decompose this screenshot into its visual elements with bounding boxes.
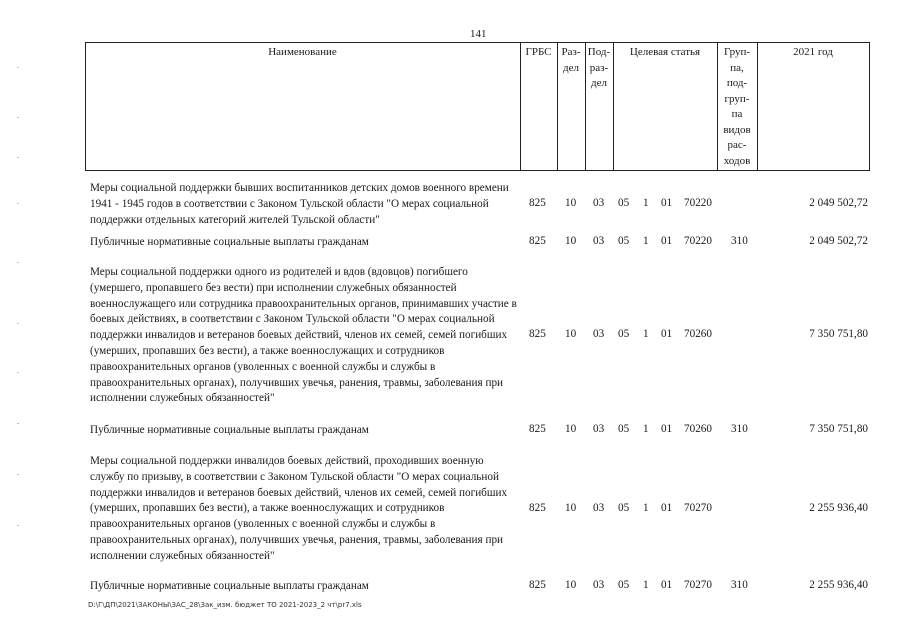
row-podrazdel: 03 — [593, 197, 605, 209]
row-razdel: 10 — [565, 328, 577, 340]
row-grbs: 825 — [529, 579, 546, 591]
row-podrazdel: 03 — [593, 235, 605, 247]
row-target-direction: 70220 — [684, 235, 712, 247]
scan-mark — [17, 117, 19, 118]
row-expense-type: 310 — [731, 235, 748, 247]
scan-mark — [17, 372, 19, 373]
row-target-event: 01 — [661, 502, 673, 514]
row-name: Публичные нормативные социальные выплаты гражданам — [90, 580, 369, 592]
row-target-program: 05 — [618, 579, 630, 591]
row-grbs: 825 — [529, 502, 546, 514]
row-name: Публичные нормативные социальные выплаты гражданам — [90, 236, 369, 248]
row-razdel: 10 — [565, 235, 577, 247]
scan-mark — [17, 323, 19, 324]
row-target-event: 01 — [661, 423, 673, 435]
header-divider — [757, 42, 758, 170]
file-path-footer: D:\Г\ДП\2021\ЗАКОНЫ\ЗАС_28\Зак_изм. бюджет ТО 2021-2023_2 чт\pr7.xls — [88, 601, 362, 609]
row-expense-type: 310 — [731, 423, 748, 435]
row-amount: 2 255 936,40 — [809, 502, 868, 514]
row-podrazdel: 03 — [593, 423, 605, 435]
row-target-direction: 70260 — [684, 328, 712, 340]
row-target-program: 05 — [618, 235, 630, 247]
row-podrazdel: 03 — [593, 502, 605, 514]
row-grbs: 825 — [529, 423, 546, 435]
row-razdel: 10 — [565, 197, 577, 209]
row-target-direction: 70220 — [684, 197, 712, 209]
row-amount: 2 049 502,72 — [809, 235, 868, 247]
header-divider — [869, 42, 870, 170]
row-amount: 7 350 751,80 — [809, 423, 868, 435]
row-target-subprogram: 1 — [643, 328, 649, 340]
row-target-subprogram: 1 — [643, 423, 649, 435]
scan-mark — [17, 203, 19, 204]
scan-mark — [17, 474, 19, 475]
header-divider — [520, 42, 521, 170]
row-target-subprogram: 1 — [643, 579, 649, 591]
row-target-program: 05 — [618, 502, 630, 514]
header-year: 2021 год — [793, 46, 833, 58]
row-target-program: 05 — [618, 328, 630, 340]
row-target-event: 01 — [661, 235, 673, 247]
row-target-event: 01 — [661, 328, 673, 340]
row-name: Меры социальной поддержки бывших воспитанников детских домов военного времени 1941 - 1945 годов в соответствии с Законом Тульской области "О мерах социальной поддержки отдельных категорий жителей Тульской области" — [90, 182, 509, 226]
header-divider — [613, 42, 614, 170]
row-amount: 7 350 751,80 — [809, 328, 868, 340]
header-razdel: Раз- дел — [561, 46, 581, 74]
row-podrazdel: 03 — [593, 579, 605, 591]
row-target-program: 05 — [618, 197, 630, 209]
row-target-event: 01 — [661, 197, 673, 209]
header-bottom-border — [85, 170, 870, 171]
row-target-subprogram: 1 — [643, 502, 649, 514]
row-target-program: 05 — [618, 423, 630, 435]
scan-mark — [17, 423, 19, 424]
row-target-direction: 70270 — [684, 579, 712, 591]
scan-mark — [17, 67, 19, 68]
row-target-event: 01 — [661, 579, 673, 591]
row-razdel: 10 — [565, 579, 577, 591]
row-podrazdel: 03 — [593, 328, 605, 340]
row-expense-type: 310 — [731, 579, 748, 591]
row-target-subprogram: 1 — [643, 235, 649, 247]
row-razdel: 10 — [565, 423, 577, 435]
header-divider — [85, 42, 86, 170]
header-expense-group: Груп- па, под- груп- па видов рас- ходов — [723, 46, 751, 167]
row-grbs: 825 — [529, 328, 546, 340]
row-grbs: 825 — [529, 235, 546, 247]
row-name: Меры социальной поддержки инвалидов боевых действий, проходивших военную службу по призыву, в соответствии с Законом Тульской области "О мерах социальной поддержки инвалидов и ветеранов боевых действий, членов их семей, семей погибших (умерших, пропавших без вести), а также военнослужащих и сотрудников правоохранительных органов (уволенных с военной службы и службы в правоохранительных органах), получивших увечья, ранения, травмы, заболевания при исполнении служебных обязанностей" — [90, 455, 508, 562]
row-amount: 2 255 936,40 — [809, 579, 868, 591]
header-grbs: ГРБС — [525, 46, 552, 58]
page-number: 141 — [470, 28, 487, 40]
row-razdel: 10 — [565, 502, 577, 514]
scan-mark — [17, 157, 19, 158]
row-target-subprogram: 1 — [643, 197, 649, 209]
header-podrazdel: Под- раз- дел — [587, 46, 611, 89]
header-target-article: Целевая статья — [629, 46, 701, 58]
row-name: Меры социальной поддержки одного из родителей и вдов (вдовцов) погибшего (умершего, пропавшего без вести) при исполнении служебных обязанностей военнослужащего или сотрудника правоохранительных органов, принимавших участие в боевых действиях, в соответствии с Законом Тульской области "О мерах социальной поддержки инвалидов и ветеранов боевых действий, членов их семей, семей погибших (умерших, пропавших без вести), а также военнослужащих и сотрудников правоохранительных органов (уволенных с военной службы и службы в правоохранительных органах), получивших увечья, ранения, травмы, заболевания при исполнении служебных обязанностей" — [90, 266, 517, 405]
row-target-direction: 70270 — [684, 502, 712, 514]
scan-mark — [17, 262, 19, 263]
row-name: Публичные нормативные социальные выплаты гражданам — [90, 424, 369, 436]
scan-mark — [17, 525, 19, 526]
row-grbs: 825 — [529, 197, 546, 209]
header-name: Наименование — [268, 46, 337, 58]
header-top-border — [85, 42, 870, 43]
row-target-direction: 70260 — [684, 423, 712, 435]
row-amount: 2 049 502,72 — [809, 197, 868, 209]
